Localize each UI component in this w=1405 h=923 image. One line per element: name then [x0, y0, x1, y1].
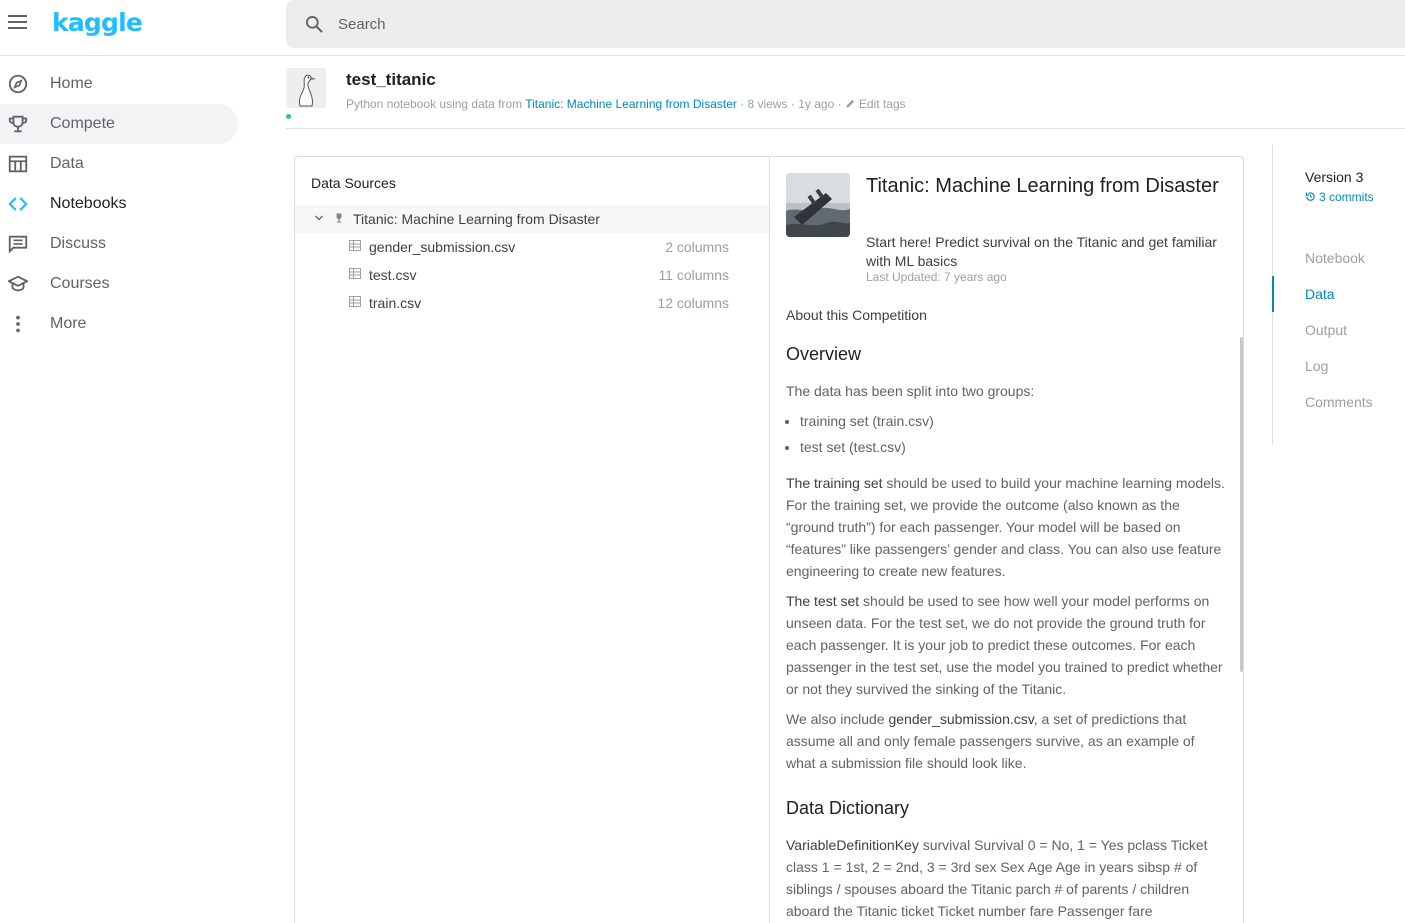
code-icon: [7, 193, 29, 215]
menu-icon[interactable]: [8, 15, 28, 31]
search-icon: [304, 14, 324, 34]
list-item: • training set (train.csv): [800, 410, 1226, 432]
file-row[interactable]: [295, 289, 769, 317]
notebook-meta: [346, 97, 906, 111]
paragraph-text: should be used to see how well your model performs on unseen data. For the test set, we do not provide the ground truth for each passenger. It is your job to predict these outcomes. For each passenger in the test set, use the model you trained to predict whether or not they survived the sinking of the Titanic.: [786, 593, 1223, 697]
search-bar[interactable]: [286, 0, 1405, 48]
header-divider: [0, 55, 1405, 56]
paragraph-training: [786, 472, 1226, 582]
tab-output[interactable]: Output: [1305, 322, 1348, 338]
data-source-root-label: Titanic: Machine Learning from Disaster: [353, 211, 600, 227]
goose-avatar-icon: [286, 68, 326, 108]
paragraph-text: , a set of predictions that assume all and only female passengers survive, as an example of what a submission file should look like.: [786, 711, 1195, 771]
version-label: Version 3: [1305, 169, 1364, 185]
sidebar-item-label: Data: [50, 155, 84, 172]
data-sources-title: Data Sources: [311, 175, 396, 191]
file-name: gender_submission.csv: [369, 239, 516, 255]
data-sources-pane: [295, 157, 770, 923]
sidebar-item-label: Courses: [50, 275, 110, 292]
header-divider: [286, 128, 1405, 129]
strong-text: gender_submission.csv: [888, 711, 1034, 727]
chevron-down-icon[interactable]: [313, 212, 325, 224]
table-icon: [349, 268, 361, 279]
paragraph-test: [786, 590, 1226, 700]
sidebar-item-compete[interactable]: [0, 104, 238, 144]
meta-suffix: · 8 views · 1y ago ·: [736, 97, 845, 111]
school-icon: [7, 273, 29, 295]
about-heading: About this Competition: [786, 307, 927, 323]
table-icon: [349, 240, 361, 251]
data-dictionary-heading: Data Dictionary: [786, 798, 910, 818]
sidebar-item-more[interactable]: [0, 304, 238, 344]
file-row[interactable]: [295, 233, 769, 261]
edit-tags-label: Edit tags: [858, 97, 906, 111]
search-input[interactable]: [338, 12, 1138, 36]
sidebar-item-label: Discuss: [50, 235, 107, 252]
data-panel: [294, 156, 1244, 923]
paragraph-text: should be used to build your machine learning models. For the training set, we provide the outcome (also known as the “ground truth”) for each passenger. Your model will be based on “features” like passengers’ gender and class. You can also use feature engineering to create new features.: [786, 475, 1225, 579]
data-source-root[interactable]: [295, 205, 769, 233]
active-indicator: [1272, 276, 1274, 312]
sidebar-item-courses[interactable]: [0, 264, 238, 304]
dataset-link[interactable]: Titanic: Machine Learning from Disaster: [525, 97, 737, 111]
sidebar-item-home[interactable]: [0, 64, 238, 104]
avatar[interactable]: [286, 68, 326, 108]
competition-description: [786, 342, 1226, 923]
sidebar-item-label: Compete: [50, 115, 115, 132]
spacer: [786, 782, 1226, 796]
status-dot: [286, 114, 291, 119]
strong-text: VariableDefinitionKey: [786, 837, 919, 853]
data-dictionary-text: [786, 834, 1226, 922]
file-name: train.csv: [369, 295, 422, 311]
trophy-icon: [7, 113, 29, 135]
sidebar-item-label: More: [50, 315, 87, 332]
overview-intro: The data has been split into two groups:: [786, 383, 1035, 399]
sidebar-item-notebooks[interactable]: [0, 184, 238, 224]
compass-icon: [7, 73, 29, 95]
meta-prefix: Python notebook using data from: [346, 97, 526, 111]
overview-heading: Overview: [786, 344, 862, 364]
file-columns: 11 columns: [658, 267, 729, 283]
strong-text: The test set: [786, 593, 860, 609]
more-vert-icon: [7, 313, 29, 335]
tab-comments[interactable]: Comments: [1305, 394, 1373, 410]
overview-list: [800, 410, 1226, 458]
sidebar: [0, 64, 240, 344]
sidebar-item-label: Home: [50, 75, 93, 92]
titanic-ship-image: [786, 173, 850, 237]
file-columns: 2 columns: [665, 239, 729, 255]
file-name: test.csv: [369, 267, 417, 283]
tab-notebook[interactable]: Notebook: [1305, 250, 1365, 266]
file-columns: 12 columns: [657, 295, 729, 311]
strong-text: The training set: [786, 475, 883, 491]
comment-icon: [7, 233, 29, 255]
commits-label: 3 commits: [1319, 190, 1374, 204]
commits-link[interactable]: [1305, 190, 1374, 204]
page-title: test_titanic: [346, 70, 436, 89]
scrollbar[interactable]: [1240, 337, 1243, 672]
pencil-icon: [845, 98, 856, 109]
history-icon: [1305, 191, 1316, 202]
notebook-rail: [1272, 145, 1405, 445]
file-row[interactable]: [295, 261, 769, 289]
tab-log[interactable]: Log: [1305, 358, 1329, 374]
competition-title[interactable]: Titanic: Machine Learning from Disaster: [866, 175, 1219, 197]
table-icon: [349, 296, 361, 307]
competition-detail-pane: [770, 157, 1244, 923]
paragraph-text: survival Survival 0 = No, 1 = Yes pclass Ticket class 1 = 1st, 2 = 2nd, 3 = 3rd sex Sex Age Age in years sibsp # of siblings / spouses aboard the Titanic parch # of parents / children aboard the Titanic ticket Ticket number fare Passenger fare: [786, 837, 1208, 919]
tab-data[interactable]: Data: [1305, 286, 1335, 302]
sidebar-item-data[interactable]: [0, 144, 238, 184]
edit-tags-button[interactable]: [845, 97, 906, 111]
last-updated: Last Updated: 7 years ago: [866, 270, 1007, 284]
file-row-gender-submission[interactable]: [295, 391, 769, 419]
list-item: • test set (test.csv): [800, 436, 1226, 458]
competition-subtitle: Start here! Predict survival on the Titanic and get familiar with ML basics: [866, 234, 1217, 269]
paragraph-gender-submission: [786, 708, 1226, 774]
kaggle-logo[interactable]: kaggle: [52, 8, 143, 37]
sidebar-item-label: Notebooks: [50, 195, 127, 212]
trophy-icon: [333, 212, 345, 224]
competition-thumbnail: [786, 173, 850, 237]
paragraph-text: We also include: [786, 711, 889, 727]
sidebar-item-discuss[interactable]: [0, 224, 238, 264]
table-icon: [7, 153, 29, 175]
